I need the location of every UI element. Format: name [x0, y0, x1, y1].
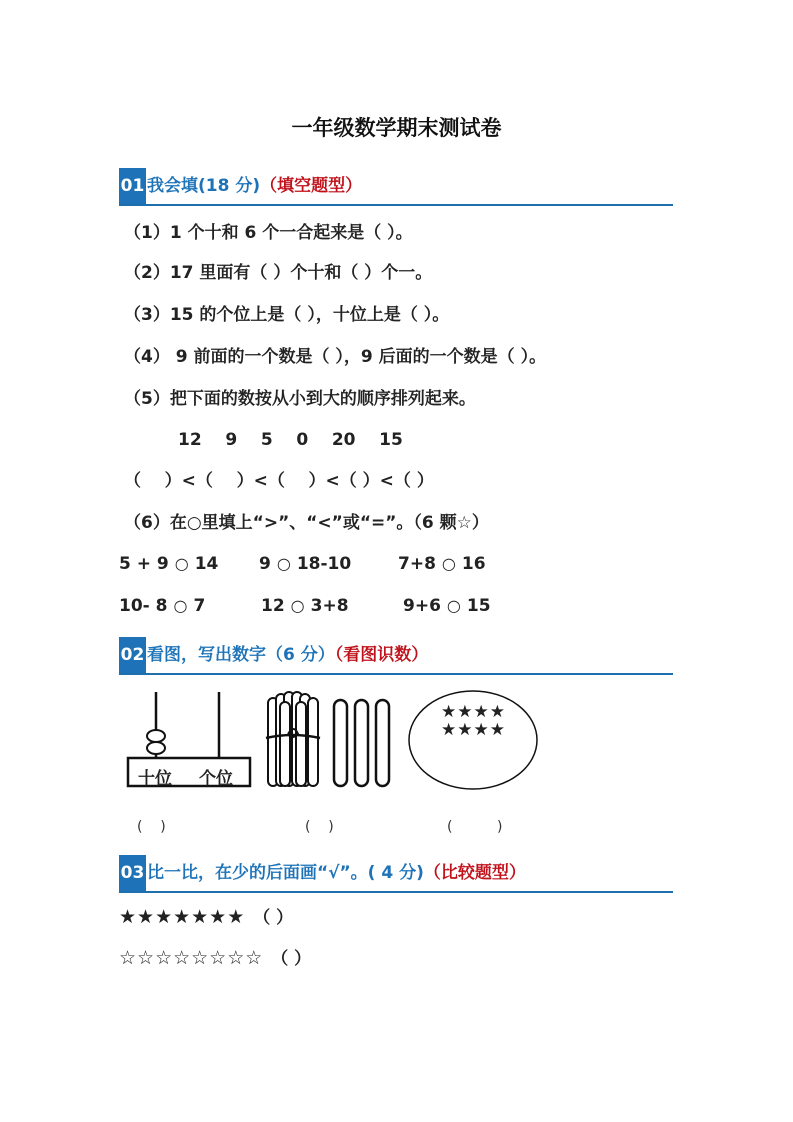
single-sticks: [334, 700, 389, 786]
section-2-heading: 看图，写出数字（6 分）: [147, 645, 335, 665]
answer-blank-3[interactable]: ( ): [447, 819, 503, 835]
compare-2: [259, 552, 351, 576]
question-2: （2）17 里面有（ ）个十和（ ）个一。: [124, 263, 433, 283]
answer-blank[interactable]: （ ）: [271, 949, 312, 969]
stars-row-2: ★★★★: [441, 720, 506, 740]
compare-left: 9: [259, 554, 271, 574]
section-3-title: [147, 855, 526, 891]
number-list: 12 9 5 0 20 15: [178, 430, 403, 450]
order-blanks: （ ）<（ ）<（ ）<（ ）<（ ）: [124, 471, 434, 491]
section-1-header: [119, 168, 673, 206]
compare-circle[interactable]: ○: [276, 554, 291, 573]
section-1-tag: （填空题型）: [260, 176, 363, 196]
question-1: （1）1 个十和 6 个一合起来是（ ）。: [124, 223, 413, 243]
section-2-tag: （看图识数）: [334, 645, 429, 665]
compare-right: 14: [194, 554, 219, 574]
compare-1: [119, 552, 218, 576]
compare-left: 9+6: [403, 596, 441, 616]
section-2-title: [147, 637, 428, 673]
compare-right: 15: [466, 596, 491, 616]
abacus-tens-label: 十位: [138, 769, 172, 789]
compare-left: 7+8: [398, 554, 436, 574]
section-2-number: 02: [119, 637, 146, 673]
compare-circle[interactable]: ○: [174, 554, 189, 573]
answer-blank-2[interactable]: ( ): [305, 819, 334, 835]
compare-circle[interactable]: ○: [290, 596, 305, 615]
filled-stars: ★★★★★★★: [119, 906, 246, 928]
compare-circle[interactable]: ○: [173, 596, 188, 615]
abacus-bead: [147, 742, 165, 754]
compare-6: [403, 594, 491, 618]
compare-circle[interactable]: ○: [446, 596, 461, 615]
question-5: （5）把下面的数按从小到大的顺序排列起来。: [124, 389, 476, 409]
stars-row-1: ★★★★: [441, 702, 506, 722]
question-6: （6）在○里填上“>”、“<”或“=”。（6 颗☆）: [124, 513, 489, 533]
section-3-tag: （比较题型）: [423, 863, 526, 883]
section-2-header: [119, 637, 673, 675]
abacus-ones-label: 个位: [199, 769, 233, 789]
compare-left: 12: [261, 596, 285, 616]
answer-blank-1[interactable]: ( ): [137, 819, 166, 835]
section-3-header: [119, 855, 673, 893]
compare-right: 18-10: [296, 554, 352, 574]
section-3-number: 03: [119, 855, 146, 891]
abacus-bead: [147, 730, 165, 742]
section-3-heading: 比一比，在少的后面画“√”。( 4 分): [147, 863, 424, 883]
compare-3: [398, 552, 486, 576]
outline-stars: ☆☆☆☆☆☆☆☆: [119, 947, 264, 969]
question-4: （4） 9 前面的一个数是（ ），9 后面的一个数是（ ）。: [124, 347, 547, 367]
compare-right: 3+8: [310, 596, 349, 616]
compare-left: 10- 8: [119, 596, 168, 616]
question-3: （3）15 的个位上是（ ），十位上是（ ）。: [124, 305, 450, 325]
compare-4: [119, 594, 205, 618]
compare-stars-row-1: [119, 904, 293, 931]
page-title: 一年级数学期末测试卷: [291, 116, 502, 140]
sticks-picture: [262, 688, 402, 790]
compare-right: 7: [193, 596, 206, 616]
section-1-title: [147, 168, 362, 204]
compare-5: [261, 594, 349, 618]
stick-bundle: [266, 692, 320, 786]
compare-right: 16: [461, 554, 486, 574]
compare-stars-row-2: [119, 945, 311, 972]
section-1-heading: 我会填(18 分): [147, 176, 261, 196]
answer-blank[interactable]: （ ）: [253, 908, 294, 928]
compare-circle[interactable]: ○: [441, 554, 456, 573]
section-1-number: 01: [119, 168, 146, 204]
compare-left: 5 + 9: [119, 554, 169, 574]
